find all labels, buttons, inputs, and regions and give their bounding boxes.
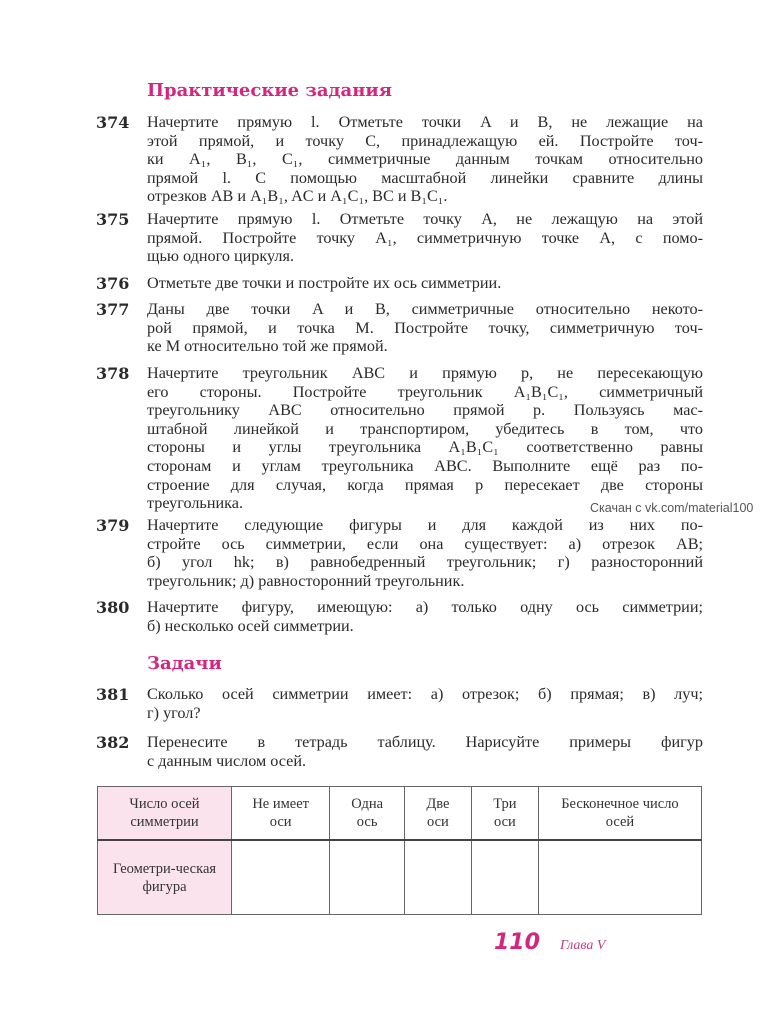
task-text-line: Даны две точки A и B, симметричные относительно некото-	[147, 300, 703, 318]
task-number: 380	[96, 598, 130, 617]
table-header-cell: Три оси	[471, 787, 538, 841]
task-number: 375	[96, 210, 130, 229]
task-text-line: с данным числом осей.	[147, 751, 307, 770]
symmetry-axes-table	[97, 786, 702, 915]
task-number: 381	[96, 685, 130, 704]
section-heading-practical: Практические задания	[147, 80, 393, 101]
task-text-line: Сколько осей симметрии имеет: а) отрезок; б) прямая; в) луч;	[147, 685, 703, 703]
task-text-line: Начертите треугольник ABC и прямую p, не пересекающую	[147, 364, 703, 382]
task-text-line: щью одного циркуля.	[147, 247, 294, 266]
watermark: Скачан с vk.com/material100	[590, 501, 754, 515]
table-header-cell: Две оси	[404, 787, 471, 841]
task-number: 378	[96, 364, 130, 383]
task-number: 377	[96, 300, 130, 319]
task-text-line: сторонам и углам треугольника ABC. Выполните ещё раз по-	[147, 456, 703, 475]
task-text-line: стороны и углы треугольника A₁B₁C₁ соответственно равны	[147, 438, 703, 457]
chapter-label: Глава V	[559, 938, 606, 953]
task-text-line: отрезков AB и A₁B₁, AC и A₁C₁, BC и B₁C₁.	[147, 187, 448, 206]
task-text-line: Отметьте две точки и постройте их ось симметрии.	[147, 274, 502, 292]
task-text-line: его стороны. Постройте треугольник A₁B₁C₁, симметричный	[147, 382, 703, 401]
task-text-line: Начертите прямую l. Отметьте точку A, не лежащую на этой	[147, 210, 703, 228]
task-number: 382	[96, 733, 130, 752]
table-header-cell: Одна ось	[330, 787, 405, 841]
task-text-line: ки A₁, B₁, C₁, симметричные данным точкам относительно	[147, 150, 703, 169]
row-label: Геометри-ческая фигура	[98, 840, 232, 915]
page-number: 110	[494, 930, 540, 955]
task-text-line: Начертите фигуру, имеющую: а) только одну ось симметрии;	[147, 598, 703, 616]
table-cell	[330, 840, 405, 915]
task-text-line: прямой l. С помощью масштабной линейки сравните длины	[147, 168, 703, 187]
task-text-line: строение для случая, когда прямая p пересекает две стороны	[147, 475, 703, 494]
section-heading-tasks: Задачи	[147, 653, 222, 674]
task-text-line: этой прямой, и точку C, принадлежащую ей. Постройте точ-	[147, 131, 703, 150]
table-header-cell: Бесконечное число осей	[538, 787, 701, 841]
task-text-line: Перенесите в тетрадь таблицу. Нарисуйте примеры фигур	[147, 733, 703, 751]
task-text-line: треугольнику ABC относительно прямой p. Пользуясь мас-	[147, 401, 703, 420]
task-text-line: стройте ось симметрии, если она существует: а) отрезок AB;	[147, 534, 703, 553]
task-text-line: б) угол hk; в) равнобедренный треугольник; г) разносторонний	[147, 553, 703, 572]
table-cell	[404, 840, 471, 915]
task-text-line: прямой. Постройте точку A₁, симметричную точке A, с помо-	[147, 228, 703, 247]
table-header-cell: Не имеет оси	[232, 787, 330, 841]
task-text-line: штабной линейкой и транспортиром, убедитесь в том, что	[147, 419, 703, 438]
task-text-line: рой прямой, и точка M. Постройте точку, симметричную точ-	[147, 318, 703, 337]
task-text-line: ке M относительно той же прямой.	[147, 337, 388, 356]
table-cell	[471, 840, 538, 915]
task-number: 374	[96, 113, 130, 132]
task-text-line: б) несколько осей симметрии.	[147, 616, 354, 635]
task-text-line: г) угол?	[147, 703, 201, 722]
task-number: 379	[96, 516, 130, 535]
task-text-line: Начертите прямую l. Отметьте точки A и B, не лежащие на	[147, 113, 703, 131]
task-text-line: Начертите следующие фигуры и для каждой из них по-	[147, 516, 703, 534]
table-header-cell: Число осей симметрии	[98, 787, 232, 841]
page-footer	[494, 930, 605, 955]
task-text-line: треугольника.	[147, 494, 243, 513]
task-text-line: треугольник; д) равносторонний треугольник.	[147, 571, 465, 590]
table-cell	[538, 840, 701, 915]
table-cell	[232, 840, 330, 915]
task-number: 376	[96, 274, 130, 293]
